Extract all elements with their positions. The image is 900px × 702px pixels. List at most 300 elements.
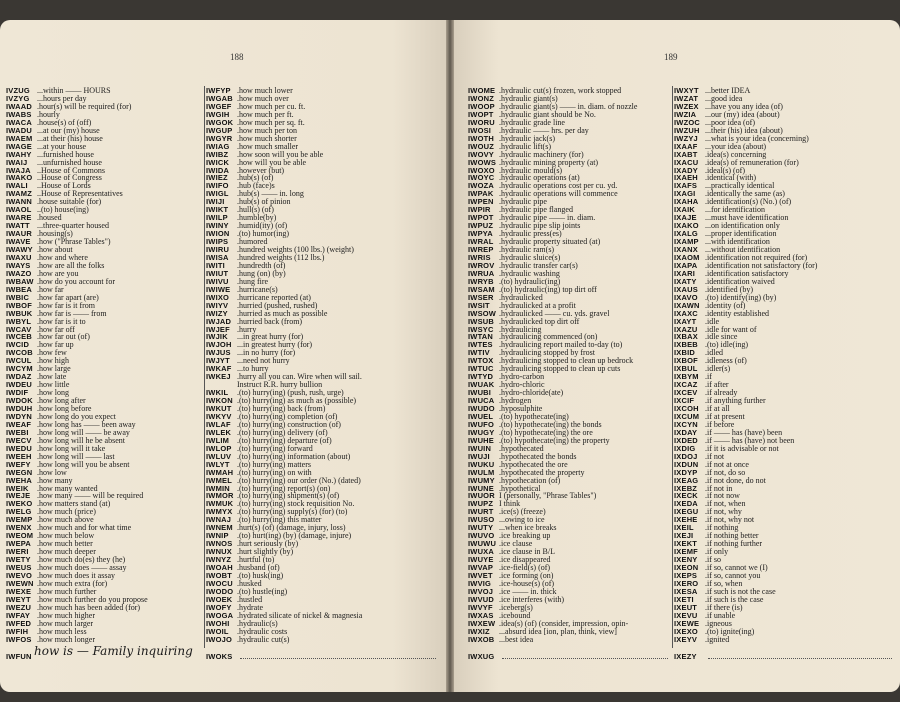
phrase-text: .hurried as much as possible [237, 308, 328, 318]
phrase-text: .(to) husk(ing) [237, 570, 284, 580]
phrase-text: .ice —— in. thick [499, 586, 557, 596]
code-word: IWSER [468, 292, 494, 302]
phrase-text: .house suitable (for) [37, 197, 102, 207]
phrase-text: .how much below [37, 531, 95, 541]
phrase-text: .hurry [237, 324, 257, 334]
code-word: IWAKO [6, 173, 33, 183]
phrase-text: .how much less [37, 626, 87, 636]
phrase-text: .hydraulic pipe slip joints [499, 221, 581, 231]
phrase-text: .ice clause [499, 539, 533, 549]
code-word: IXERO [674, 578, 699, 588]
phrase-text: .(to) humor(ing) [237, 229, 289, 239]
phrase-text: .if at all [705, 404, 730, 413]
phrase-text: .hydraulic(s) [237, 618, 278, 628]
phrase-text: .how are all the folks [37, 260, 105, 270]
code-word: IXAXC [674, 308, 698, 318]
phrase-text: .identification waived [705, 276, 775, 286]
phrase-text: ...furnished house [37, 149, 94, 159]
phrase-text: .how long [37, 388, 69, 398]
code-word: IWAMZ [6, 189, 32, 199]
phrase-text: .how much per cu. ft. [237, 101, 306, 111]
code-word: IWUMY [468, 475, 495, 485]
phrase-text: .hypothecated the ore [499, 459, 568, 469]
code-word: IWUDO [468, 404, 495, 413]
phrase-text: .how long has —— been away [37, 419, 136, 429]
phrase-text: .humored [237, 237, 268, 247]
phrase-text: .(to) hurry(ing) our order (No.) (dated) [237, 475, 361, 485]
code-word: IWZEX [674, 101, 699, 111]
code-word: IWIZY [206, 308, 228, 318]
phrase-text: .(to) hurry(ing) information (about) [237, 451, 351, 461]
phrase-text: .(to) hydraulic(ing) top dirt off [499, 284, 597, 294]
phrase-text: .hydrate [237, 602, 263, 612]
phrase-text: .(to) hurry(ing) on with [237, 467, 312, 477]
dotted-rule [240, 658, 436, 659]
phrase-text: .hydro-chloride(ate) [499, 388, 564, 398]
phrase-text: .how far out (of) [37, 332, 90, 342]
code-word: IWZYJ [674, 133, 698, 143]
phrase-text: ...what is your idea (concerning) [705, 133, 809, 143]
code-word: IWINY [206, 221, 229, 231]
phrase-text: .how long will he be absent [37, 435, 125, 445]
code-word: IWCOB [6, 348, 33, 358]
code-word: IWOAH [206, 563, 233, 572]
code-word: IXCYN [674, 419, 698, 429]
code-word: IWDEU [6, 380, 32, 390]
code-word: IXEXO [674, 626, 698, 636]
phrase-text: .hydraulic operations will commence [499, 189, 618, 199]
phrase-text: ...must have identification [705, 213, 789, 223]
code-word: IWMOR [206, 491, 234, 501]
code-word: IWEKO [6, 499, 33, 509]
code-word: IWODO [206, 586, 234, 596]
phrase-text: .hypothetical [499, 483, 541, 493]
page-number: 188 [230, 52, 244, 62]
code-word: IXBID [674, 348, 696, 358]
phrase-text: .(to) hurry(ing) report(s) (on) [237, 483, 331, 493]
phrase-text: .hydraulic —— hrs. per day [499, 125, 589, 135]
code-word: IWRYB [468, 276, 494, 286]
phrase-text: .husband (of) [237, 563, 280, 572]
phrase-text: .(to) hurry(ing) departure (of) [237, 435, 332, 445]
phrase-text: .hydraulicing stopped by frost [499, 348, 595, 358]
code-word: IWDYN [6, 411, 32, 421]
code-word: IWEHA [6, 475, 32, 485]
code-word: IWBOF [6, 300, 32, 310]
phrase-text: ...have you any idea (of) [705, 101, 783, 111]
code-word: IWEZU [6, 602, 32, 612]
phrase-text: .how long will —— be away [37, 427, 130, 437]
phrase-text: .how long do you expect [37, 411, 116, 421]
code-word: IWMEL [206, 475, 232, 485]
phrase-text: I think [499, 499, 521, 509]
code-word: IWELG [6, 507, 32, 517]
phrase-text: .how far is it from [37, 300, 95, 310]
code-word: IWENX [6, 523, 32, 533]
phrase-text: .identity established [705, 308, 769, 318]
phrase-text: .how far apart (are) [37, 292, 99, 302]
code-word: IWAHY [6, 149, 32, 159]
code-word: IWJYT [206, 356, 230, 366]
phrase-text: .how much does —— assay [37, 563, 127, 572]
code-word: IXBUL [674, 364, 698, 374]
code-word: IWDIF [6, 388, 29, 398]
phrase-text: .if not [705, 451, 725, 461]
code-word: IWNUX [206, 547, 232, 557]
code-word: IWETY [6, 555, 31, 565]
code-word: IXEKT [674, 539, 698, 549]
phrase-text: .how far is —— from [37, 308, 107, 318]
phrase-text: .ice-field(s) (of) [499, 563, 551, 572]
phrase-text: .how soon will you be able [237, 149, 324, 159]
code-word: IWECV [6, 435, 32, 445]
code-word: IXBOF [674, 356, 698, 366]
code-word: IWIYV [206, 300, 229, 310]
phrase-text: ...in greatest hurry (for) [237, 340, 313, 350]
code-word: IXAYT [674, 316, 697, 326]
code-word: IWITI [206, 260, 225, 270]
code-word: IWORU [468, 117, 495, 127]
code-word: IWPOT [468, 213, 494, 223]
phrase-text: ...in great hurry (for) [237, 332, 304, 342]
phrase-text: .how much further do you propose [37, 594, 148, 604]
phrase-text: ...within —— HOURS [37, 86, 111, 95]
code-word: IWIVU [206, 276, 229, 286]
code-word: IXCUM [674, 411, 700, 421]
phrase-text: .(to) hurry(ing) construction (of) [237, 419, 341, 429]
code-word: IWTYD [468, 372, 494, 382]
phrase-text: .idled [705, 348, 723, 358]
phrase-text: .idler(s) [705, 364, 731, 374]
code-word: IWSIT [468, 300, 490, 310]
code-word: IWFAY [6, 610, 31, 620]
code-word: IWOME [468, 86, 496, 95]
code-word: IWAJA [6, 165, 31, 175]
code-word: IWOBT [206, 570, 232, 580]
phrase-text: .humid(ity) (of) [237, 221, 288, 231]
phrase-text: .hour(s) will be required (for) [37, 101, 132, 111]
phrase-text: .(to) hypothecate(ing) the bonds [499, 419, 602, 429]
code-word: IWTUC [468, 364, 494, 374]
phrase-text: .hydrated silicate of nickel & magnesia [237, 610, 363, 620]
phrase-text: .hub (face)s [237, 181, 275, 191]
phrase-text: ...for identification [705, 205, 765, 215]
phrase-text: .hydraulic giant should be No. [499, 109, 596, 119]
code-word: IWARE [6, 213, 32, 223]
code-word: IXDOJ [674, 451, 698, 461]
phrase-text: .ice-house(s) (of) [499, 578, 555, 588]
code-word: IXETI [674, 594, 694, 604]
code-word: IWSUB [468, 316, 494, 326]
code-word: IWMAH [206, 467, 234, 477]
code-word: IWEDU [6, 443, 32, 453]
phrase-text: .(to) hypothecate(ing) [499, 411, 569, 421]
phrase-text: .hydraulic ram(s) [499, 245, 555, 254]
code-word: IWPYA [468, 229, 493, 239]
phrase-text: .how many wanted [37, 483, 98, 493]
code-word: IWOCU [206, 578, 233, 588]
phrase-text: .how much larger [37, 618, 94, 628]
footer-right [206, 649, 442, 661]
phrase-text: .if [705, 372, 712, 382]
code-word: IXEDA [674, 499, 698, 509]
code-word: IXESA [674, 586, 698, 596]
footer-code: IWFUN [6, 652, 32, 661]
code-word: IWALI [6, 181, 28, 191]
phrase-text: .if not at once [705, 459, 749, 469]
code-word: IWGIH [206, 109, 230, 119]
code-word: IWCEB [6, 332, 32, 342]
phrase-text: .icebound [499, 610, 531, 620]
code-word: IWEOM [6, 531, 34, 541]
phrase-text: .hurt seriously (by) [237, 539, 299, 549]
code-word: IXALG [674, 229, 698, 239]
phrase-text: .hydraulic property situated (at) [499, 237, 601, 247]
code-word: IVZYG [6, 93, 30, 103]
phrase-text: ...our (my) idea (about) [705, 109, 780, 119]
code-word: IWUVO [468, 531, 495, 541]
phrase-text: .hydraulicked top dirt off [499, 316, 580, 326]
phrase-text: .how far [37, 284, 64, 294]
phrase-text: .hyposulphite [499, 404, 543, 413]
code-word: IWAGE [6, 141, 33, 151]
code-word: IWISA [206, 252, 229, 262]
code-word: IWNEM [206, 523, 233, 533]
code-word: IWXYT [674, 86, 699, 95]
code-word: IWNIP [206, 531, 229, 541]
phrase-text: .hurried (pushed, rushed) [237, 300, 318, 310]
code-word: IWBAW [6, 276, 34, 286]
phrase-text: .how much further [37, 586, 97, 596]
code-word: IWPAK [468, 189, 494, 199]
code-word: IWMYX [206, 507, 233, 517]
code-word: IWAYS [6, 260, 31, 270]
code-word: IWAVE [6, 237, 31, 247]
phrase-text: .idle [705, 316, 719, 326]
code-word: IWFYP [206, 86, 231, 95]
phrase-text: ...with identification [705, 237, 770, 247]
phrase-text: .hydraulic cut(s) frozen, work stopped [499, 86, 622, 95]
phrase-text: .identically the same (as) [705, 189, 785, 199]
phrase-text: .hundred weights (100 lbs.) (weight) [237, 245, 354, 254]
phrase-text: .ice forming (on) [499, 570, 554, 580]
code-word: IXAHA [674, 197, 699, 207]
phrase-text: .(to) hurry(ing) as much as (possible) [237, 396, 357, 406]
phrase-text: .identical (with) [705, 173, 757, 183]
code-word: IXADY [674, 165, 698, 175]
phrase-text: .house(s) of (off) [37, 117, 92, 127]
code-word: IWATT [6, 221, 30, 231]
code-word: IWPIR [468, 205, 491, 215]
phrase-text: .hydraulic grade line [499, 117, 565, 127]
phrase-text: .if —— has (have) been [705, 427, 783, 437]
code-word: IXAAF [674, 141, 698, 151]
phrase-text: .hydraulic giant(s) —— in. diam. of nozzle [499, 101, 638, 111]
code-word: IWGUP [206, 125, 233, 135]
phrase-text: .hustled [237, 594, 263, 604]
phrase-text: .if so [705, 555, 721, 565]
code-word: IWSYC [468, 324, 494, 334]
phrase-text: .how high [37, 356, 69, 366]
code-word: IWFED [6, 618, 32, 628]
code-word: IWBUK [6, 308, 33, 318]
code-word: IWOVY [468, 149, 495, 159]
code-word: IWEEH [6, 451, 32, 461]
phrase-text: ...need not hurry [237, 356, 290, 366]
phrase-text: .how few [37, 348, 67, 358]
code-word: IWSOW [468, 308, 497, 318]
phrase-text: .how do you account for [37, 276, 115, 286]
code-word: IVZUG [6, 86, 30, 95]
phrase-text: ...in no hurry (for) [237, 348, 296, 358]
code-word: IWTOX [468, 356, 494, 366]
phrase-text: .ice breaking up [499, 531, 551, 541]
phrase-text: .hundred weights (112 lbs.) [237, 252, 325, 262]
code-word: IWVUD [468, 594, 494, 604]
code-word: IWOIL [206, 626, 229, 636]
code-word: IWEBI [6, 427, 29, 437]
code-word: IWOFY [206, 602, 232, 612]
phrase-text: ...when ice breaks [499, 523, 557, 533]
phrase-text: .hourly [37, 109, 60, 119]
code-word: IWXOB [468, 634, 495, 644]
phrase-text: .(to) hypothecate(ing) the property [499, 435, 610, 445]
phrase-text: .ice(s) (freeze) [499, 507, 546, 517]
code-word: IWEAF [6, 419, 32, 429]
code-word: IXEPS [674, 570, 698, 580]
phrase-text: .(to) hurry(ing) shipment(s) (of) [237, 491, 340, 501]
code-word: IWUFO [468, 419, 494, 429]
phrase-text: .identity (of) [705, 300, 746, 310]
phrase-text: .how about [37, 245, 73, 254]
phrase-text: .hub(s) (of) [237, 173, 274, 183]
phrase-text: .ice clause in B/L [499, 547, 555, 557]
code-word: IXECK [674, 491, 698, 501]
phrase-text: .housing(s) [37, 229, 73, 239]
column-divider [672, 86, 673, 648]
phrase-text: .if so, when [705, 578, 743, 588]
code-word: IXAMP [674, 237, 699, 247]
code-word: IWMIN [206, 483, 230, 493]
footer-code: IXEZY [674, 652, 697, 661]
code-word: IWUHE [468, 435, 494, 445]
code-word: IXDED [674, 435, 698, 445]
phrase-text: ...without identification [705, 245, 781, 254]
code-word: IWEVO [6, 570, 33, 580]
phrase-text: .hub(s) —— in. long [237, 189, 304, 199]
phrase-text: .how ("Phrase Tables") [37, 237, 111, 247]
phrase-text: ...unfurnished house [37, 157, 102, 167]
code-word: IWOOP [468, 101, 495, 111]
code-word: IWOHI [206, 618, 230, 628]
left-page [0, 20, 446, 692]
phrase-text: .hydraulic jack(s) [499, 133, 555, 143]
code-word: IWUJI [468, 451, 490, 461]
phrase-text: .hydraulic lift(s) [499, 141, 551, 151]
phrase-text: ...hours per day [37, 93, 87, 103]
code-word: IWEWN [6, 578, 34, 588]
code-word: IXARI [674, 268, 696, 278]
code-word: IWUEL [468, 411, 494, 421]
phrase-text: Instruct R.R. hurry bullion [237, 380, 323, 390]
phrase-text: .hydraulicing commenced (on) [499, 332, 598, 342]
code-word: IXCEV [674, 388, 698, 398]
phrase-text: .how will you be able [237, 157, 307, 167]
code-word: IWLEK [206, 427, 232, 437]
code-word: IWACA [6, 117, 32, 127]
phrase-text: .if not, do so [705, 467, 746, 477]
phrase-text: .how matters stand (at) [37, 499, 111, 509]
code-word: IWGEF [206, 101, 232, 111]
phrase-text: .hydraulic sluice(s) [499, 252, 561, 262]
code-word: IXEJI [674, 531, 694, 541]
code-word: IWZUH [674, 125, 700, 135]
phrase-text: .identification(s) (No.) (of) [705, 197, 792, 207]
phrase-text: .if it is advisable or not [705, 443, 779, 453]
code-word: IWOPT [468, 109, 494, 119]
phrase-text: .how much over [237, 93, 289, 103]
code-word: IXAUS [674, 284, 698, 294]
phrase-text: .if not, why not [705, 515, 755, 525]
book-gutter [446, 20, 454, 692]
phrase-text: ...three-quarter housed [37, 221, 109, 231]
code-word: IWVIG [468, 578, 492, 588]
code-word: IWOEK [206, 594, 233, 604]
code-word: IWIWE [206, 284, 231, 294]
phrase-text: .(to) idle(ing) [705, 340, 749, 350]
code-word: IXAEH [674, 173, 698, 183]
phrase-text: .(to) hurry(ing) completion (of) [237, 411, 338, 421]
code-word: IWICK [206, 157, 230, 167]
phrase-text: .hurt(s) (of) (damage, injury, loss) [237, 523, 346, 533]
right-page [454, 20, 900, 692]
code-word: IWCYM [6, 364, 33, 374]
column-divider [204, 86, 205, 648]
phrase-text: .how many [37, 475, 73, 485]
phrase-text: .if not, when [705, 499, 746, 509]
code-word: IWEMP [6, 515, 33, 525]
phrase-text: ...their (his) idea (about) [705, 125, 783, 135]
phrase-text: ..House of Commons [37, 165, 105, 175]
phrase-text: .hydraulic pipe —— in. diam. [499, 213, 596, 223]
phrase-text: ...proper identification [705, 229, 777, 239]
phrase-text: .hydraulic operations (at) [499, 173, 580, 183]
phrase-text: .if nothing further [705, 539, 763, 549]
phrase-text: .(to) hurry(ing) (push, rush, urge) [237, 388, 344, 398]
phrase-text: ...poor idea (of) [705, 117, 755, 127]
phrase-text: .hurried back (from) [237, 316, 303, 326]
phrase-text: .if only [705, 547, 729, 557]
phrase-text: .hydro-chloric [499, 380, 545, 390]
code-word: IXACU [674, 157, 699, 167]
code-word: IXAVO [674, 292, 698, 302]
phrase-text: .(to) hurry(ing) forward [237, 443, 313, 453]
phrase-text: .how much per sq. ft. [237, 117, 305, 127]
phrase-text: .however (but) [237, 165, 285, 175]
phrase-text: .hypothecated [499, 443, 544, 453]
code-word: IWDUH [6, 404, 33, 413]
phrase-text: .if anything further [705, 396, 766, 406]
code-word: IWDAZ [6, 372, 32, 382]
phrase-text: .(to) hurry(ing) stock requisition No. [237, 499, 355, 509]
code-word: IWZAT [674, 93, 699, 103]
phrase-text: .how much longer [37, 634, 95, 644]
phrase-text: .igneous [705, 618, 732, 628]
dotted-rule [708, 658, 892, 659]
code-word: IWJEF [206, 324, 230, 334]
phrase-text: .how far is it to [37, 316, 86, 326]
code-word: IWROV [468, 260, 495, 270]
